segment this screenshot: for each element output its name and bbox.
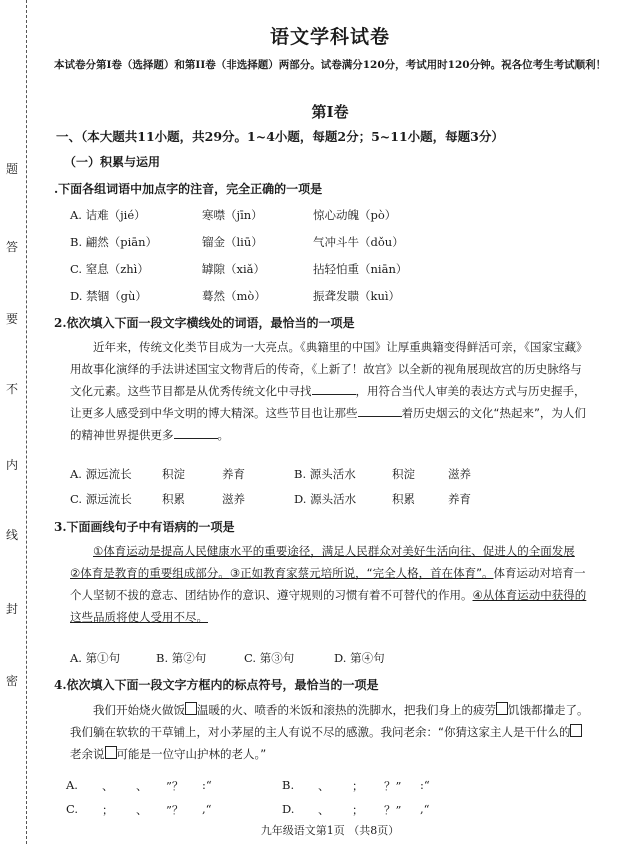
q4-option: 、 xyxy=(318,779,330,793)
q2-option: 积累 xyxy=(392,492,415,506)
q1-option: A. 诘难（jié） xyxy=(70,208,146,222)
punctuation-box xyxy=(185,702,197,715)
q2-option: 积累 xyxy=(162,492,185,506)
q4-option: ； xyxy=(352,803,364,817)
underlined-sentence: ③正如教育家蔡元培所说，“完全人格，首在体育”。 xyxy=(229,566,494,580)
q2-option: 积淀 xyxy=(162,467,185,481)
q2-option: B. 源头活水 xyxy=(294,467,356,481)
q4-option: B. xyxy=(282,778,295,792)
page-footer: 九年级语文第1页 （共8页） xyxy=(260,824,400,837)
margin-char: 题 xyxy=(6,162,19,176)
question-4-passage xyxy=(70,699,590,771)
exam-title: 语文学科试卷 xyxy=(269,26,390,48)
question-4-stem: 4.依次填入下面一段文字方框内的标点符号，最恰当的一项是 xyxy=(54,678,379,692)
q4-option: C. xyxy=(66,802,79,816)
passage-text: 可能是一位守山护林的老人。” xyxy=(116,747,267,761)
question-3-passage xyxy=(70,540,590,640)
q4-option: ？” xyxy=(384,779,402,793)
passage-text: 老余说 xyxy=(70,747,105,761)
q4-option: 、 xyxy=(136,803,148,817)
q2-option: 滋养 xyxy=(448,467,471,481)
q4-option: 、 xyxy=(318,803,330,817)
q4-option: :“ xyxy=(420,778,430,792)
q2-option: C. 源远流长 xyxy=(70,492,132,506)
q1-option: C. 窒息（zhì） xyxy=(70,262,149,276)
q1-option: 寒噤（jīn） xyxy=(202,208,263,222)
passage-text: 我们开始烧火做饭 xyxy=(93,703,185,717)
passage-text: 温暖的火、喷香的米饭和滚热的洗脚水，把我们身上的疲劳 xyxy=(197,703,496,717)
q2-option: 养育 xyxy=(448,492,471,506)
q4-option: ； xyxy=(102,803,114,817)
question-2-stem: 2.依次填入下面一段文字横线处的词语，最恰当的一项是 xyxy=(54,316,355,330)
binding-dashed-line xyxy=(26,0,27,844)
q2-option: 积淀 xyxy=(392,467,415,481)
q4-option: D. xyxy=(282,802,295,816)
question-2-passage xyxy=(70,336,590,446)
q4-option: :“ xyxy=(202,778,212,792)
q4-option: ,“ xyxy=(202,802,212,816)
q3-option: D. 第④句 xyxy=(334,651,385,665)
question-1-stem: .下面各组词语中加点字的注音，完全正确的一项是 xyxy=(54,182,323,196)
q1-option: 镏金（liū） xyxy=(202,235,263,249)
margin-char: 线 xyxy=(6,528,19,542)
q4-option: A. xyxy=(66,778,78,792)
margin-char: 密 xyxy=(6,674,19,688)
q4-option: ”？ xyxy=(166,803,184,817)
q3-option: A. 第①句 xyxy=(70,651,121,665)
q1-option: 气冲斗牛（dǒu） xyxy=(313,235,404,249)
underlined-sentence: ②体育是教育的重要组成部分。 xyxy=(70,566,230,580)
margin-char: 封 xyxy=(6,602,19,616)
question-3-stem: 3.下面画线句子中有语病的一项是 xyxy=(54,520,235,534)
margin-char: 要 xyxy=(6,312,19,326)
q1-option: D. 禁锢（gù） xyxy=(70,289,147,303)
passage-text: 。 xyxy=(217,428,229,442)
passage-text: ，用符合当代人审美的表达方式与历史握手，让更多人感受到中华文明的博大精深。这些节目也让那些 xyxy=(70,384,586,420)
exam-instructions: 本试卷分第I卷（选择题）和第II卷（非选择题）两部分。试卷满分120分，考试用时120分钟。祝各位考生考试顺利！ xyxy=(54,59,607,71)
fill-blank xyxy=(312,382,356,395)
q2-option: 养育 xyxy=(222,467,245,481)
punctuation-box xyxy=(105,746,117,759)
section-heading: 第I卷 xyxy=(311,103,349,121)
passage-text: 体育运动对培育一个人坚韧不拔的意志、团结协作的意识、遵守规则的习惯有着不可替代的作用。 xyxy=(70,566,586,602)
fill-blank xyxy=(358,404,402,417)
passage-text: 近年来，传统文化类节目成为一大亮点。《典籍里的中国》让厚重典籍变得鲜活可亲，《国家宝藏》用故事化演绎的手法讲述国宝文物背后的传奇，《上新了！故宫》以全新的视角展现故宫的历史脉络与文化元素。这些节目都是从优秀传统文化中寻找 xyxy=(70,340,588,398)
q1-option: 罅隙（xiǎ） xyxy=(202,262,266,276)
part-heading: 一、（本大题共11小题，共29分。1~4小题，每题2分；5~11小题，每题3分） xyxy=(56,129,504,144)
q4-option: 、 xyxy=(102,779,114,793)
q1-option: B. 翩然（piān） xyxy=(70,235,158,249)
q2-option: 滋养 xyxy=(222,492,245,506)
q1-option: 拈轻怕重（niān） xyxy=(313,262,408,276)
q2-option: D. 源头活水 xyxy=(294,492,357,506)
punctuation-box xyxy=(570,724,582,737)
q4-option: ？” xyxy=(384,803,402,817)
q3-option: C. 第③句 xyxy=(244,651,295,665)
q4-option: 、 xyxy=(136,779,148,793)
q1-option: 振聋发聩（kuì） xyxy=(313,289,401,303)
subsection-heading: （一）积累与运用 xyxy=(64,155,161,169)
underlined-sentence: ④从体育运动中获得的这些品质将使人受用不尽。 xyxy=(70,588,587,624)
q1-option: 惊心动魄（pò） xyxy=(313,208,397,222)
underlined-sentence: ①体育运动是提高人民健康水平的重要途径，满足人民群众对美好生活向往、促进人的全面发展 xyxy=(93,544,575,558)
q3-option: B. 第②句 xyxy=(156,651,207,665)
punctuation-box xyxy=(496,702,508,715)
passage-text: 着历史烟云的文化“热起来”，为人们的精神世界提供更多 xyxy=(70,406,586,442)
margin-char: 答 xyxy=(6,240,19,254)
passage-text: 饥饿都攆走了。我们躺在软软的干草铺上，对小茅屋的主人有说不尽的感激。我问老余：“你猜这家主人是干什么的 xyxy=(70,703,589,739)
q4-option: ； xyxy=(352,779,364,793)
q4-option: ”？ xyxy=(166,779,184,793)
q4-option: ,“ xyxy=(420,802,430,816)
q2-option: A. 源远流长 xyxy=(70,467,132,481)
q1-option: 蓦然（mò） xyxy=(202,289,266,303)
margin-char: 内 xyxy=(6,458,19,472)
fill-blank xyxy=(174,426,218,439)
margin-char: 不 xyxy=(6,382,19,396)
